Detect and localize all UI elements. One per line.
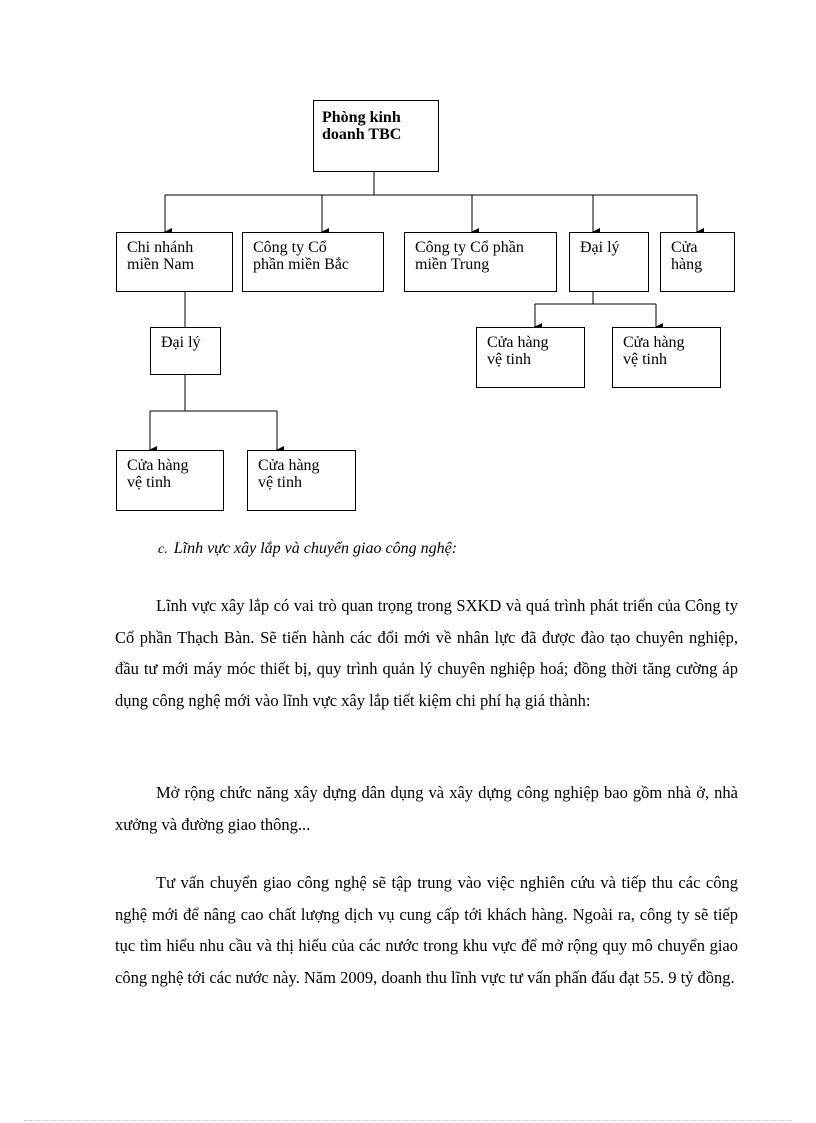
org-node-north-company [242,232,384,292]
section-title: Lĩnh vực xây lắp và chuyển giao công nghệ: [173,540,458,557]
section-marker: c. [158,542,168,557]
org-node-store [660,232,735,292]
page-footer-rule [24,1120,792,1121]
org-node-agency-top-label: Đại lý [580,239,620,256]
org-node-satellite-2-label: Cửa hàng vệ tinh [258,457,320,491]
org-node-root [313,100,439,172]
org-node-satellite-1-label: Cửa hàng vệ tinh [127,457,189,491]
body-paragraph: Mở rộng chức năng xây dựng dân dụng và xây dựng công nghiệp bao gồm nhà ở, nhà xưởng và đường giao thông... [115,783,738,834]
org-node-satellite-3 [476,327,585,388]
section-heading [158,540,457,558]
org-node-agency-top [569,232,649,292]
org-node-north-company-label: Công ty Cổ phần miền Bắc [253,239,349,273]
org-node-satellite-4 [612,327,721,388]
body-paragraph: Lĩnh vực xây lắp có vai trò quan trọng trong SXKD và quá trình phát triển của Công ty Cổ phần Thạch Bàn. Sẽ tiến hành các đổi mới về nhân lực đã được đào tạo chuyên nghiệp, đầu tư mới máy móc thiết bị, quy trình quản lý chuyên nghiệp hoá; đồng thời tăng cường áp dụng công nghệ mới vào lĩnh vực xây lắp tiết kiệm chi phí hạ giá thành: [115,596,738,710]
org-node-satellite-3-label: Cửa hàng vệ tinh [487,334,549,368]
org-node-satellite-2 [247,450,356,511]
org-node-central-company [404,232,557,292]
org-node-branch-south-label: Chi nhánh miền Nam [127,239,195,273]
org-node-agency-south [150,327,221,375]
org-node-central-company-label: Công ty Cổ phần miền Trung [415,239,524,273]
org-node-satellite-1 [116,450,224,511]
org-node-store-label: Cửa hàng [671,239,703,273]
org-node-branch-south [116,232,233,292]
org-node-satellite-4-label: Cửa hàng vệ tinh [623,334,685,368]
body-paragraph: Tư vấn chuyển giao công nghệ sẽ tập trung vào việc nghiên cứu và tiếp thu các công nghệ mới để nâng cao chất lượng dịch vụ cung cấp tới khách hàng. Ngoài ra, công ty sẽ tiếp tục tìm hiểu nhu cầu và thị hiếu của các nước trong khu vực để mở rộng quy mô chuyển giao công nghệ tới các nước này. Năm 2009, doanh thu lĩnh vực tư vấn phấn đấu đạt 55. 9 tỷ đồng. [115,873,738,987]
org-node-root-label: Phòng kinh doanh TBC [322,109,402,143]
org-node-agency-south-label: Đại lý [161,334,201,351]
